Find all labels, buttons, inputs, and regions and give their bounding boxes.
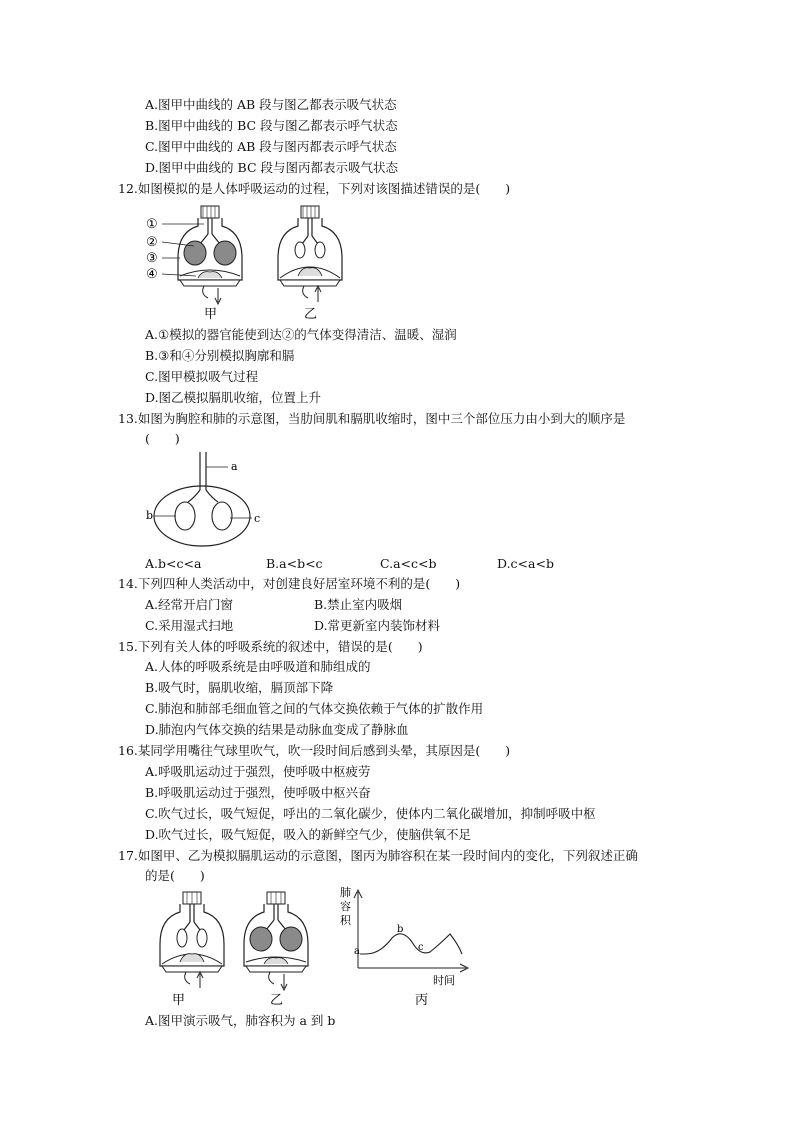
q17-option-a: A.图甲演示吸气，肺容积为 a 到 b (145, 1013, 336, 1028)
q13-option-b: B.a<b<c (266, 556, 323, 571)
q12-option-d: D.图乙模拟膈肌收缩，位置上升 (145, 390, 322, 405)
marker-3: ③ (146, 251, 158, 266)
q14-option-b: B.禁止室内吸烟 (314, 597, 403, 612)
q15-option-a: A.人体的呼吸系统是由呼吸道和肺组成的 (145, 659, 371, 674)
point-a: a (354, 946, 360, 957)
caption-jia-17: 甲 (172, 993, 186, 1008)
q14-option-d: D.常更新室内装饰材料 (314, 618, 441, 633)
caption-yi: 乙 (304, 307, 318, 322)
point-c: c (418, 942, 424, 953)
yaxis-label-3: 积 (340, 914, 351, 927)
marker-1: ① (146, 217, 158, 232)
yaxis-label-1: 肺 (340, 886, 351, 899)
q12-stem: 12.如图模拟的是人体呼吸运动的过程，下列对该图描述错误的是( ) (118, 181, 511, 196)
xaxis-label: 时间 (433, 974, 455, 987)
q15-option-b: B.吸气时，膈肌收缩，膈顶部下降 (145, 680, 334, 695)
bell-jar-yi (278, 206, 342, 302)
q11-option-a: A.图甲中曲线的 AB 段与图乙都表示吸气状态 (145, 97, 397, 112)
q13-option-a: A.b<c<a (145, 556, 202, 571)
q11-option-d: D.图甲中曲线的 BC 段与图丙都表示吸气状态 (145, 160, 398, 175)
label-c: c (254, 512, 261, 525)
label-a: a (231, 460, 238, 473)
caption-bing-17: 丙 (415, 993, 429, 1008)
q14-option-c: C.采用湿式扫地 (145, 618, 234, 633)
q13-option-c: C.a<c<b (380, 556, 437, 571)
label-b: b (146, 509, 154, 522)
q13-stem-cont: ( ) (145, 431, 180, 446)
marker-2: ② (146, 235, 158, 250)
q17-figure (140, 884, 480, 1009)
q15-option-d: D.肺泡内气体交换的结果是动脉血变成了静脉血 (145, 722, 409, 737)
q17-stem: 17.如图甲、乙为模拟膈肌运动的示意图，图丙为肺容积在某一段时间内的变化，下列叙述正确 (118, 848, 638, 863)
q17-stem-cont: 的是( ) (145, 868, 205, 883)
bell-jar-jia-17 (160, 892, 224, 988)
q12-figure (140, 198, 360, 323)
q16-option-d: D.吹气过长，吸气短促，吸入的新鲜空气少，使脑供氧不足 (145, 827, 472, 842)
caption-jia: 甲 (204, 307, 218, 322)
bell-jar-jia (178, 206, 242, 304)
q16-option-b: B.呼吸肌运动过于强烈，使呼吸中枢兴奋 (145, 785, 371, 800)
q13-option-d: D.c<a<b (497, 556, 554, 571)
q11-option-b: B.图甲中曲线的 BC 段与图乙都表示呼气状态 (145, 118, 398, 133)
q16-option-a: A.呼吸肌运动过于强烈，使呼吸中枢疲劳 (145, 764, 371, 779)
q12-option-b: B.③和④分别模拟胸廓和膈 (145, 348, 295, 363)
q11-option-c: C.图甲中曲线的 AB 段与图丙都表示呼气状态 (145, 139, 397, 154)
lung-volume-graph (340, 885, 468, 987)
q13-figure (140, 450, 280, 550)
marker-4: ④ (146, 267, 158, 282)
q16-option-c: C.吹气过长，吸气短促，呼出的二氧化碳少，使体内二氧化碳增加，抑制呼吸中枢 (145, 806, 596, 821)
q14-option-a: A.经常开启门窗 (145, 597, 234, 612)
q13-stem: 13.如图为胸腔和肺的示意图，当肋间肌和膈肌收缩时，图中三个部位压力由小到大的顺序是 (118, 411, 626, 426)
q14-stem: 14.下列四种人类活动中，对创建良好居室环境不利的是( ) (118, 576, 461, 591)
q12-option-c: C.图甲模拟吸气过程 (145, 369, 259, 384)
bell-jar-yi-17 (244, 892, 308, 990)
q15-stem: 15.下列有关人体的呼吸系统的叙述中，错误的是( ) (118, 639, 423, 654)
q16-stem: 16.某同学用嘴往气球里吹气，吹一段时间后感到头晕，其原因是( ) (118, 743, 511, 758)
point-b: b (397, 924, 404, 935)
q15-option-c: C.肺泡和肺部毛细血管之间的气体交换依赖于气体的扩散作用 (145, 701, 484, 716)
caption-yi-17: 乙 (270, 993, 284, 1008)
q12-option-a: A.①模拟的器官能使到达②的气体变得清洁、温暖、湿润 (145, 327, 457, 342)
yaxis-label-2: 容 (340, 900, 351, 913)
